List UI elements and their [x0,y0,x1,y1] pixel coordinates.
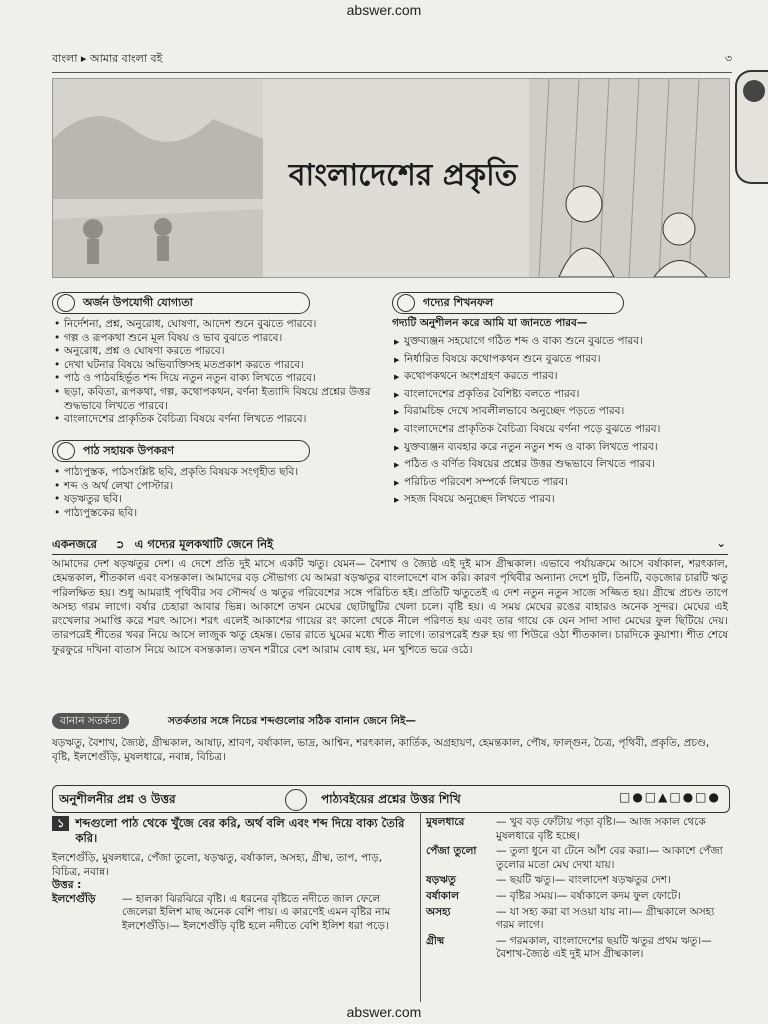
landscape-illustration [53,79,263,277]
vocab-word: মুষলধারে [426,816,465,828]
watermark-top: abswer.com [346,2,422,18]
question-words: ইলশেগুঁড়ি, মুষলধারে, পেঁজা তুলো, ষড়ঋতু, বর্ষাকাল, অসহ্য, গ্রীষ্ম, তাপ, পাড়, বিচিত্র, নবান্ন। [52,852,383,878]
list-item: • পাঠ্যপুস্তক, পাঠসংশ্লিষ্ট ছবি, প্রকৃতি বিষয়ক সংগৃহীত ছবি। [52,466,372,480]
competency-list [52,318,372,427]
list-item: • ষড়ঋতুর ছবি। [52,493,372,507]
spelling-heading: সতর্কতার সঙ্গে নিচের শব্দগুলোর সঠিক বানান জেনে নিই— [168,715,416,727]
list-item: ▶ যুক্তব্যঞ্জন সহযোগে গঠিত শব্দ ও বাক্য শুনে বুঝতে পারব। [392,333,732,351]
vocab-word: অসহ্য [426,905,451,918]
vocab-list-right [426,816,728,964]
vocab-definition: — গরমকাল, বাংলাদেশের ছয়টি ঋতুর প্রথম ঋতু।— বৈশাখ-জ্যৈষ্ঠ এই দুই মাস গ্রীষ্মকাল। [496,934,712,961]
practice-right-title: পাঠ্যবইয়ের প্রশ্নের উত্তর শিখি [321,792,461,806]
spelling-label: বানান সতর্কতা [52,713,129,729]
list-item: • দেখা ঘটনার বিষয়ে অভিব্যক্তিসহ মতপ্রকাশ করতে পারবে। [52,359,372,373]
summary-text: আমাদের দেশ ষড়ঋতুর দেশ। এ দেশে প্রতি দুই মাসে একটি ঋতু। যেমন— বৈশাখ ও জ্যৈষ্ঠ এই দুই মাস গ্রীষ্মকাল। এভাবে পর্যায়ক্রমে আসে বর্ষাকাল, শরৎকাল, হেমন্তকাল, শীতকাল এবং বসন্তকাল। আমাদের বড় সৌভাগ্য যে আমরা ষড়ঋতুর বাংলাদেশে বাস করি। কারণ পৃথিবীর অন্যান্য দেশে দুটি, তিনটি, বড়জোর চারটি ঋতু পরিলক্ষিত হয়। শুধু আমরাই পৃথিবীর সব সৌন্দর্য ও ঋতুর পরিবেশের সঙ্গে পরিচিত হই। প্রতিটি ঋতুতেই এ দেশ নতুন নতুন সাজে সজ্জিত হয়। গ্রীষ্মে প্রচণ্ড তাপে অসহ্য গরম লাগে। বর্ষার চেহারা আবার ভিন্ন। আকাশে তখন মেঘের ছোটাছুটির খেলা চলে। বৃষ্টি হয়। এ সময় মেঘের রঙের বাহারও অনেক সুন্দর। মেঘের এই রংখেলার সমাপ্তি করে শরৎ আসে। শরৎ এলেই আকাশের গায়ের রং কালো থেকে নীলে পরিণত হয় এবং তার গায়ে কে যেন সাদা সাদা মেঘের ফুল ছিটিয়ে দেয়। তারপরেই শীতের খবর নিয়ে আসে লাজুক ঋতু হেমন্ত। ভোর রাতে ঘুমের মধ্যে শীত লাগে। তারপরেই শুরু হয় গা শিউরে ওঠা শীতকাল। চারদিকে কুয়াশা। শীত শেষে ফুরফুরে দখিনা বাতাস নিয়ে আসে বসন্তকাল। তখন শরীরে বেশ আরাম বোধ হয়, মন খুশিতে ভরে ওঠে। [52,558,728,656]
chevron-down-icon: ⌄ [716,536,726,550]
aids-list [52,466,372,520]
book-icon [397,294,415,312]
vocab-definition: — ছয়টি ঋতু।— বাংলাদেশ ষড়ঋতুর দেশ। [496,874,671,887]
vocab-definition: — বৃষ্টির সময়।— বর্ষাকালে কদম ফুল ফোটে। [496,889,681,902]
outcomes-list [392,333,732,509]
practice-icon [285,789,307,811]
column-divider [420,812,421,1002]
aids-heading-text: পাঠ সহায়ক উপকরণ [83,443,175,457]
watermark-bottom: abswer.com [346,1004,422,1020]
vocab-word: বর্ষাকাল [426,889,459,902]
list-item: • পাঠ্যপুস্তকের ছবি। [52,507,372,521]
list-item: ▶ পঠিত ও বর্ণিত বিষয়ের প্রশ্নের উত্তর শুদ্ধভাবে লিখতে পারব। [392,456,732,474]
chapter-tab [735,70,768,184]
vocab-entry [426,816,728,843]
summary-arrow-icon: ➲ [114,537,125,551]
outcomes-heading-text: গদ্যের শিখনফল [423,295,494,309]
chapter-tab-icon [743,80,765,102]
competency-heading [52,292,310,314]
rain-children-illustration [529,79,729,277]
vocab-entry [426,874,728,888]
question-prompt: শব্দগুলো পাঠ থেকে খুঁজে বের করি, অর্থ বলি এবং শব্দ দিয়ে বাক্য তৈরি করি। [75,816,405,845]
vocab-entry [426,906,728,933]
aids-heading [52,440,310,462]
question-type-icons: □●□▲□●□● [619,790,721,804]
page-header [52,50,732,73]
vocab-word: পেঁজা তুলো [426,845,477,858]
list-item: ▶ বাংলাদেশের প্রকৃতির বৈশিষ্ট্য বলতে পারব। [392,386,732,404]
vocab-word: ইলশেগুঁড়ি [52,892,96,905]
question-number: ১ [52,816,69,831]
list-item: • বাংলাদেশের প্রাকৃতিক বৈচিত্র্য বিষয়ে বর্ণনা লিখতে পারবে। [52,413,372,427]
chapter-banner [52,78,730,278]
breadcrumb: বাংলা ▸ আমার বাংলা বই [52,52,163,65]
list-item: ▶ বাংলাদেশের প্রাকৃতিক বৈচিত্র্য বিষয়ে বর্ণনা পড়ে বুঝতে পারব। [392,421,732,439]
list-item: ▶ কথোপকথনে অংশগ্রহণ করতে পারব। [392,368,732,386]
list-item: ▶ নির্ধারিত বিষয়ে কথোপকথন শুনে বুঝতে পারব। [392,351,732,369]
vocab-entry [426,890,728,904]
page-number: ৩ [724,52,732,65]
spelling-words: ষড়ঋতু, বৈশাখ, জ্যৈষ্ঠ, গ্রীষ্মকাল, আষাঢ়, শ্রাবণ, বর্ষাকাল, ভাদ্র, আশ্বিন, শরৎকাল, কার্তিক, অগ্রহায়ণ, হেমন্তকাল, পৌষ, ফাল্গুন, চৈত্র, পৃথিবী, প্রকৃতি, প্রচণ্ড, বৃষ্টি, ইলশেগুঁড়ি, মুষলধারে, নবান্ন, বিচিত্র। [52,737,710,764]
summary-heading: এ গদ্যের মূলকথাটি জেনে নিই [134,537,274,551]
list-item: • ছড়া, কবিতা, রূপকথা, গল্প, কথোপকথন, বর্ণনা ইত্যাদি বিষয়ে প্রশ্নের উত্তর শুদ্ধভাবে লিখতে পারবে। [52,386,372,413]
practice-bar [52,785,730,813]
practice-left-title: অনুশীলনীর প্রশ্ন ও উত্তর [59,792,176,806]
vocab-entry [426,935,728,962]
vocab-word: ষড়ঋতু [426,874,456,887]
summary-label: একনজরে [52,537,97,551]
vocab-word: গ্রীষ্ম [426,934,445,947]
list-item: ▶ বিরামচিহ্ন দেখে সাবলীলভাবে অনুচ্ছেদ পড়তে পারব। [392,403,732,421]
list-item: ▶ যুক্তব্যঞ্জন ব্যবহার করে নতুন নতুন শব্দ ও বাক্য লিখতে পারব। [392,439,732,457]
list-item: • পাঠ ও পাঠবহির্ভূত শব্দ দিয়ে নতুন নতুন বাক্য লিখতে পারবে। [52,372,372,386]
answer-label: উত্তর : [52,879,82,892]
summary-band [52,536,728,555]
vocab-definition: — যা সহ্য করা বা সওয়া যায় না।— গ্রীষ্মকালে অসহ্য গরম লাগে। [496,905,715,932]
vocab-definition: — হালকা ঝিরঝিরে বৃষ্টি। এ ধরনের বৃষ্টিতে নদীতে জাল ফেলে জেলেরা ইলিশ মাছ অনেক বেশি পায়। এ কারণেই এমন বৃষ্টির নাম ইলশেগুঁড়ি।— ইলশেগুঁড়ি বৃষ্টি হলে নদীতে বেশি ইলিশ ধরা পড়ে। [122,892,391,932]
vocab-definition: — খুব বড় ফোঁটায় পড়া বৃষ্টি।— আজ সকাল থেকে মুষলধারে বৃষ্টি হচ্ছে। [496,816,706,842]
list-item: • গল্প ও রূপকথা শুনে মূল বিষয় ও ভাব বুঝতে পারবে। [52,332,372,346]
list-item: • অনুরোধ, প্রশ্ন ও ঘোষণা করতে পারবে। [52,345,372,359]
vocab-entry [52,893,414,934]
outcomes-intro: গদ্যটি অনুশীলন করে আমি যা জানতে পারব— [392,317,588,329]
gear-icon [57,442,75,460]
chapter-title: বাংলাদেশের প্রকৃতি [288,158,518,193]
outcomes-heading [392,292,624,314]
target-icon [57,294,75,312]
list-item: ▶ সহজ বিষয়ে অনুচ্ছেদ লিখতে পারব। [392,491,732,509]
competency-heading-text: অর্জন উপযোগী যোগ্যতা [83,295,193,309]
list-item: ▶ পরিচিত পরিবেশ সম্পর্কে লিখতে পারব। [392,474,732,492]
list-item: • নির্দেশনা, প্রশ্ন, অনুরোধ, ঘোষণা, আদেশ শুনে বুঝতে পারবে। [52,318,372,332]
question-1 [52,816,414,936]
vocab-entry [426,845,728,872]
vocab-definition: — তুলা ধুনে বা টেনে আঁশ বের করা।— আকাশে পেঁজা তুলোর মতো মেঘ দেখা যায়। [496,845,723,871]
list-item: • শব্দ ও অর্থ লেখা পোস্টার। [52,480,372,494]
